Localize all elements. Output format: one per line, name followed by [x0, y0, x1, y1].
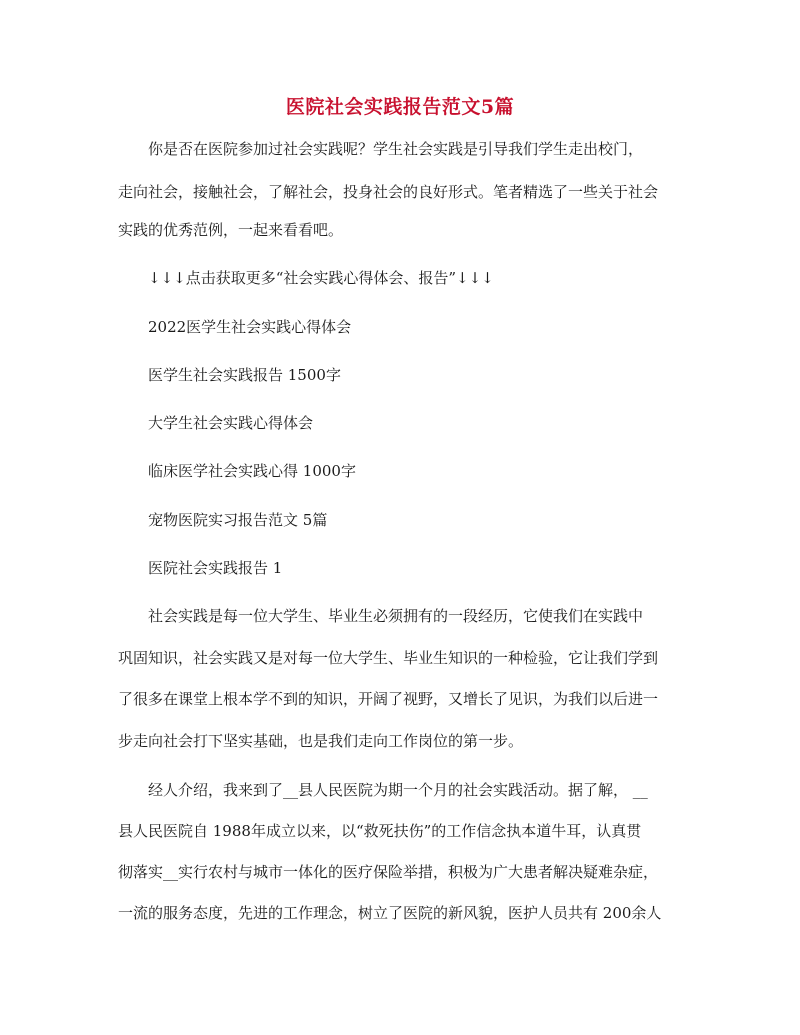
- related-link[interactable]: 临床医学社会实践心得 1000字: [148, 462, 356, 480]
- paragraph2-line-2: 县人民医院自 1988年成立以来，以“救死扶伤”的工作信念执本道牛耳，认真贯: [118, 822, 642, 840]
- paragraph2-line-3: 彻落实__实行农村与城市一体化的医疗保险举措，积极为广大患者解决疑难杂症，: [118, 863, 659, 881]
- paragraph1-line-3: 了很多在课堂上根本学不到的知识，开阔了视野，又增长了见识，为我们以后进一: [118, 690, 659, 708]
- document-title: 医院社会实践报告范文5篇: [285, 96, 515, 118]
- paragraph1-line-1: 社会实践是每一位大学生、毕业生必须拥有的一段经历，它使我们在实践中: [148, 607, 644, 625]
- related-link[interactable]: 2022医学生社会实践心得体会: [148, 318, 352, 336]
- paragraph2-line-1: 经人介绍，我来到了__县人民医院为期一个月的社会实践活动。据了解， __: [148, 781, 648, 799]
- related-link[interactable]: 医学生社会实践报告 1500字: [148, 366, 341, 384]
- related-link[interactable]: 宠物医院实习报告范文 5篇: [148, 511, 328, 529]
- related-link[interactable]: 大学生社会实践心得体会: [148, 414, 314, 432]
- intro-line-1: 你是否在医院参加过社会实践呢？学生社会实践是引导我们学生走出校门，: [148, 140, 644, 158]
- intro-line-2: 走向社会，接触社会，了解社会，投身社会的良好形式。笔者精选了一些关于社会: [118, 183, 659, 201]
- paragraph2-line-4: 一流的服务态度，先进的工作理念，树立了医院的新风貌，医护人员共有 200余人: [118, 904, 662, 922]
- more-articles-link[interactable]: ↓↓↓点击获取更多“社会实践心得体会、报告”↓↓↓: [148, 269, 494, 287]
- paragraph1-line-2: 巩固知识，社会实践又是对每一位大学生、毕业生知识的一种检验，它让我们学到: [118, 649, 659, 667]
- paragraph1-line-4: 步走向社会打下坚实基础，也是我们走向工作岗位的第一步。: [118, 732, 524, 750]
- intro-line-3: 实践的优秀范例，一起来看看吧。: [118, 221, 344, 239]
- section-heading: 医院社会实践报告 1: [148, 559, 283, 577]
